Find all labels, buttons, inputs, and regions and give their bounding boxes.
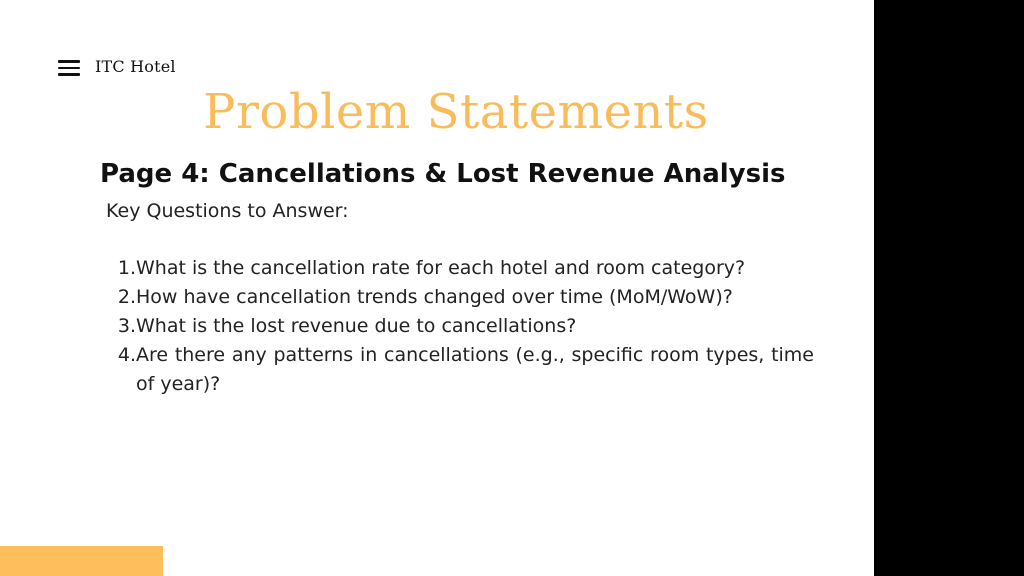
question-item — [116, 283, 814, 312]
question-text: What is the lost revenue due to cancellations? — [136, 315, 577, 337]
slide-subtitle: Page 4: Cancellations & Lost Revenue Analysis — [100, 159, 786, 189]
right-black-band — [874, 0, 1024, 576]
key-questions-label: Key Questions to Answer: — [106, 200, 349, 222]
accent-bar — [0, 546, 163, 576]
question-item — [116, 341, 814, 399]
question-list — [116, 254, 814, 399]
question-item — [116, 254, 814, 283]
question-number: 4. — [117, 344, 136, 366]
question-text: What is the cancellation rate for each hotel and room category? — [136, 257, 746, 279]
slide-title: Problem Statements — [203, 84, 709, 140]
question-number: 1. — [117, 257, 136, 279]
question-number: 2. — [117, 286, 136, 308]
brand-name: ITC Hotel — [95, 57, 176, 76]
hamburger-menu-icon[interactable] — [58, 60, 80, 76]
question-text: How have cancellation trends changed over time (MoM/WoW)? — [136, 286, 733, 308]
question-number: 3. — [117, 315, 136, 337]
question-text: Are there any patterns in cancellations (e.g., specific room types, time of year)? — [136, 344, 814, 395]
question-item — [116, 312, 814, 341]
